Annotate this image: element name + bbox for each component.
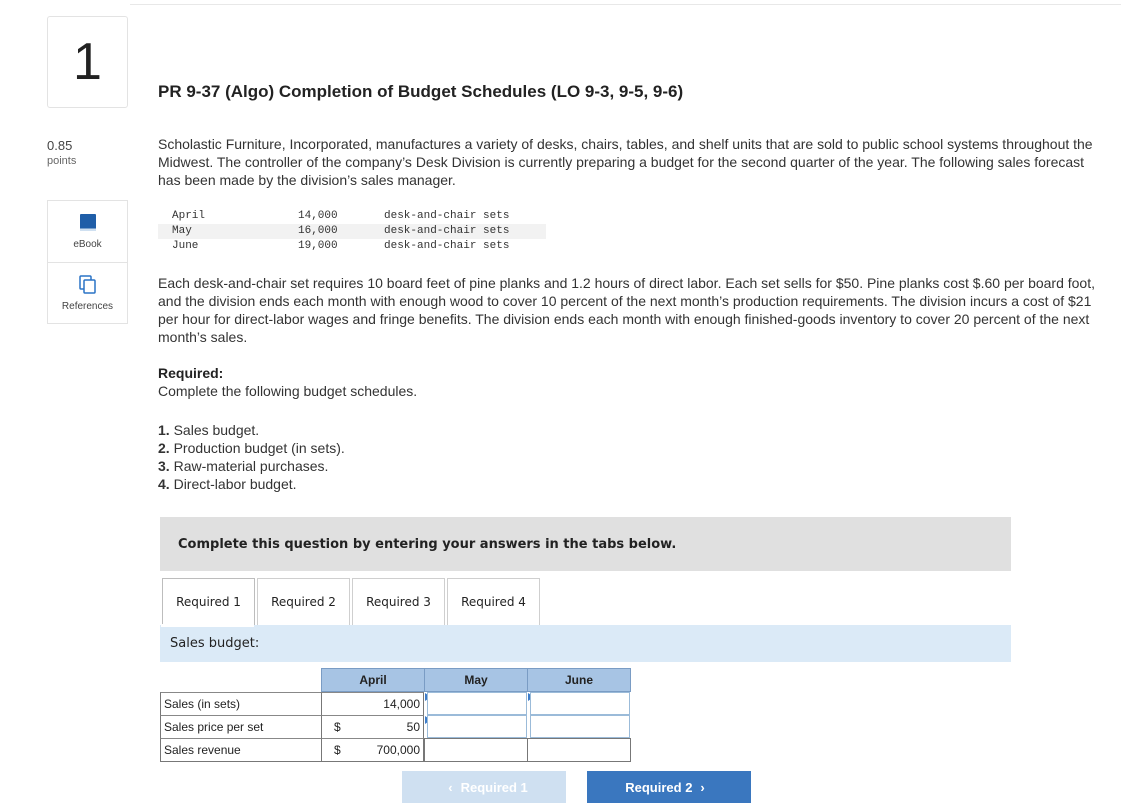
- tab-required-3[interactable]: Required 3: [352, 578, 445, 625]
- dollar-sign: [321, 692, 346, 715]
- section-strip: [160, 625, 1011, 662]
- item-text: Direct-labor budget.: [173, 476, 297, 492]
- list-item: [158, 421, 345, 439]
- forecast-unit: desk-and-chair sets: [384, 225, 510, 237]
- forecast-month: June: [172, 240, 199, 252]
- points-value: 0.85: [47, 138, 73, 153]
- forecast-qty: 19,000: [298, 240, 338, 252]
- required-text: Complete the following budget schedules.: [158, 383, 418, 399]
- previous-label: Required 1: [460, 779, 528, 795]
- forecast-row: [158, 224, 546, 239]
- instruction-banner: Complete this question by entering your answers in the tabs below.: [160, 517, 1011, 571]
- ebook-link[interactable]: [48, 213, 127, 250]
- sales-forecast: [158, 209, 546, 254]
- problem-title: PR 9-37 (Algo) Completion of Budget Schedules (LO 9-3, 9-5, 9-6): [158, 82, 684, 101]
- item-text: Raw-material purchases.: [173, 458, 329, 474]
- required-heading: Required:: [158, 365, 224, 381]
- column-header-june: June: [527, 668, 631, 692]
- june-revenue: [527, 738, 631, 762]
- forecast-row: [158, 209, 546, 224]
- question-number: 1: [47, 16, 128, 108]
- june-sales-sets-input[interactable]: [530, 692, 630, 715]
- tab-required-1[interactable]: Required 1: [162, 578, 255, 625]
- dollar-sign: $: [321, 715, 346, 738]
- references-link[interactable]: [48, 275, 127, 312]
- next-label: Required 2: [625, 779, 693, 795]
- copy-icon: [79, 275, 97, 295]
- may-sales-sets-input[interactable]: [427, 692, 527, 715]
- may-price-input[interactable]: [427, 715, 527, 738]
- section-title: Sales budget:: [170, 636, 260, 651]
- april-revenue: 700,000: [346, 738, 424, 762]
- chevron-left-icon: ‹: [448, 779, 453, 795]
- may-revenue: [424, 738, 528, 762]
- item-number: 4.: [158, 476, 170, 492]
- resource-panel: [47, 200, 128, 324]
- column-header-april: April: [321, 668, 425, 692]
- points-label: points: [47, 155, 77, 167]
- forecast-month: May: [172, 225, 192, 237]
- required-list: [158, 421, 345, 493]
- previous-button[interactable]: [402, 771, 566, 803]
- forecast-month: April: [172, 210, 206, 222]
- item-text: Production budget (in sets).: [173, 440, 345, 456]
- ebook-label: eBook: [73, 239, 102, 250]
- details-paragraph: Each desk-and-chair set requires 10 board feet of pine planks and 1.2 hours of direct labor. Each set sells for $50. Pine planks cost $.60 per board foot, and the division ends each month with enough wood to cover 10 percent of the next month’s production requirements. The division incurs a cost of $21 per hour for direct-labor wages and fringe benefits. The division ends each month with enough finished-goods inventory to cover 20 percent of the next month’s sales.: [158, 275, 1096, 345]
- row-label-sales-sets: Sales (in sets): [160, 692, 321, 715]
- row-label-revenue: Sales revenue: [160, 738, 321, 762]
- list-item: [158, 457, 345, 475]
- forecast-qty: 16,000: [298, 225, 338, 237]
- list-item: [158, 475, 345, 493]
- tab-required-4[interactable]: Required 4: [447, 578, 540, 625]
- forecast-qty: 14,000: [298, 210, 338, 222]
- chevron-right-icon: ›: [700, 779, 705, 795]
- item-number: 1.: [158, 422, 170, 438]
- book-icon: [79, 213, 97, 233]
- item-number: 3.: [158, 458, 170, 474]
- active-tab-connector: [161, 624, 254, 627]
- references-label: References: [61, 301, 114, 312]
- list-item: [158, 439, 345, 457]
- forecast-unit: desk-and-chair sets: [384, 210, 510, 222]
- april-price: 50: [346, 715, 424, 738]
- item-text: Sales budget.: [173, 422, 260, 438]
- april-sales-sets: 14,000: [346, 692, 424, 715]
- june-price-input[interactable]: [530, 715, 630, 738]
- forecast-unit: desk-and-chair sets: [384, 240, 510, 252]
- intro-paragraph: Scholastic Furniture, Incorporated, manufactures a variety of desks, chairs, tables, and shelf units that are sold to public school systems throughout the Midwest. The controller of the company’s Desk Division is currently preparing a budget for the second quarter of the year. The following sales forecast has been made by the division’s sales manager.: [158, 136, 1093, 188]
- tab-required-2[interactable]: Required 2: [257, 578, 350, 625]
- forecast-row: [158, 239, 546, 254]
- column-header-may: May: [424, 668, 528, 692]
- sidebar-divider: [48, 262, 127, 263]
- next-button[interactable]: [587, 771, 751, 803]
- top-divider: [130, 4, 1121, 5]
- dollar-sign: $: [321, 738, 346, 762]
- item-number: 2.: [158, 440, 170, 456]
- row-label-price: Sales price per set: [160, 715, 321, 738]
